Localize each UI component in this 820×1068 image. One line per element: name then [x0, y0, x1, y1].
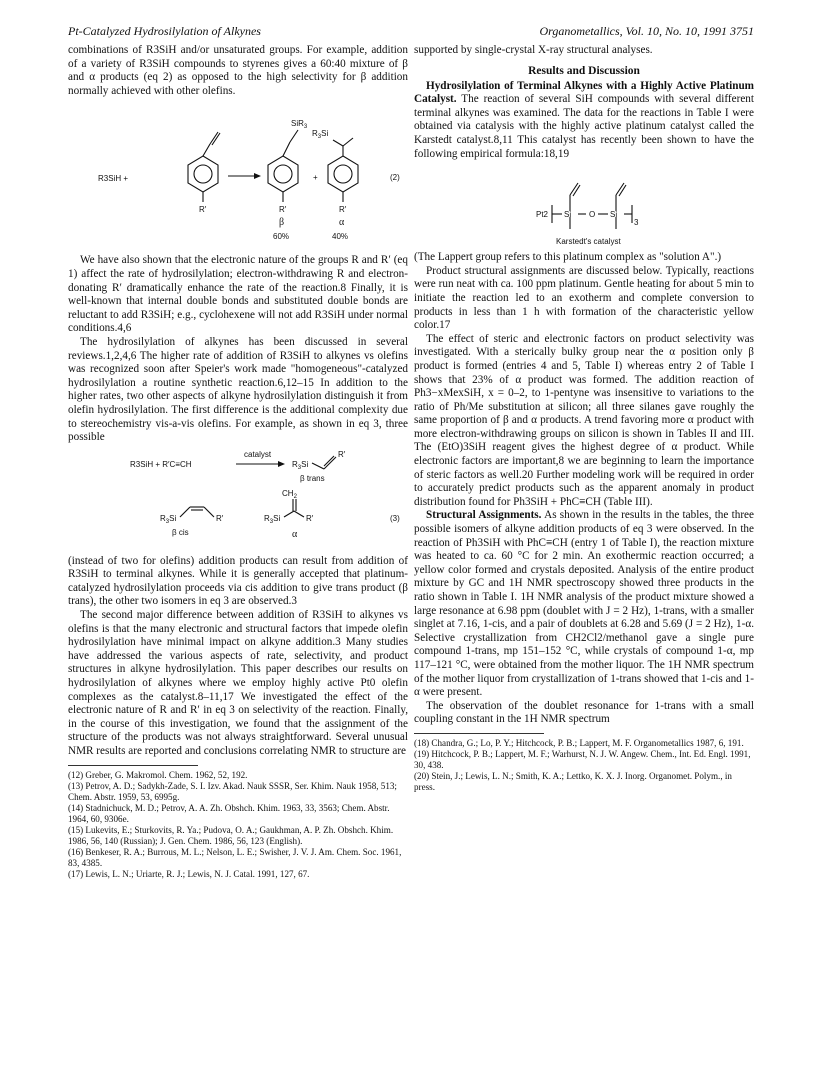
paragraph [414, 80, 754, 162]
svg-text:R′: R′ [216, 513, 224, 523]
footnote: (12) Greber, G. Makromol. Chem. 1962, 52, 192. [68, 769, 248, 780]
svg-text:R′: R′ [338, 449, 346, 459]
footnote: (20) Stein, J.; Lewis, L. N.; Smith, K. A.; Lettko, K. X. J. Inorg. Organomet. Polym., in press. [414, 770, 732, 792]
paragraph: (instead of two for olefins) addition products can result from addition of R3SiH to terminal alkynes. While it is generally accepted that platinum-catalyzed hydrosilylation proceeds via cis addition to give trans product (β trans), the other two isomers in eq 3 are observed.3 [68, 554, 408, 608]
paragraph: Product structural assignments are discussed below. Typically, reactions were run neat with ca. 100 ppm platinum. Gentle heating for about 5 min to initiate the reaction led to an exotherm and complete conversion to products in less than 1 h with formation of the characteristic yellow color.17 [414, 264, 754, 332]
section-heading: Results and Discussion [528, 64, 640, 77]
paragraph [414, 509, 754, 699]
svg-text:R′: R′ [339, 205, 347, 215]
eq3-number: (3) [390, 513, 400, 523]
footnote: (18) Chandra, G.; Lo, P. Y.; Hitchcock, P. B.; Lappert, M. F. Organometallics 1987, 6, 191. [414, 737, 744, 748]
styrene-structure [188, 132, 220, 202]
karstedt-caption: Karstedt's catalyst [556, 237, 621, 247]
equation-2-scheme [68, 102, 408, 250]
beta-cis-structure [180, 507, 214, 517]
footnote: (19) Hitchcock, P. B.; Lappert, M. F.; Warhurst, N. J. W. Angew. Chem., Int. Ed. Engl. 1991, 30, 438. [414, 748, 751, 770]
right-footnotes [414, 738, 754, 793]
paragraph: The observation of the doublet resonance for 1-trans with a small coupling constant in the 1H NMR spectrum [414, 699, 754, 726]
running-header-journal: Organometallics, Vol. 10, No. 10, 1991 3751 [539, 24, 754, 38]
eq3-reactants: R3SiH + R′C≡CH [130, 459, 192, 469]
svg-text:R′: R′ [279, 205, 287, 215]
eq3-catalyst: catalyst [244, 449, 272, 459]
alpha-alkene-structure [284, 499, 304, 517]
eq3-cis-label: β cis [172, 527, 189, 537]
beta-trans-structure [312, 456, 336, 469]
svg-text:R3Si: $R_3Si$ [160, 513, 177, 525]
footnote: (13) Petrov, A. D.; Sadykh-Zade, S. I. Izv. Akad. Nauk SSSR, Ser. Khim. Nauk 1958, 513; Chem. Abstr. 1959, 53, 6995g. [68, 780, 397, 802]
running-header-title: Pt-Catalyzed Hydrosilylation of Alkynes [68, 24, 261, 38]
svg-text:SiR3: SiR$_3$ [291, 119, 308, 131]
svg-text:R3Si: $R_3Si$ [292, 459, 309, 471]
karstedt-si-left: Si [564, 210, 572, 220]
paragraph: supported by single-crystal X-ray structural analyses. [414, 44, 653, 56]
eq2-number: (2) [390, 173, 400, 183]
karstedt-subscript: 3 [634, 218, 639, 228]
karstedt-oxygen: O [589, 210, 596, 220]
svg-text:CH2: $CH_2$ [282, 488, 297, 500]
eq2-alpha-percent: 40% [332, 232, 349, 242]
eq2-beta-label: β [279, 217, 285, 229]
eq2-reactant: R3SiH + [98, 174, 129, 184]
karstedt-catalyst-structure [414, 165, 754, 247]
paragraph-text: The reaction of several SiH compounds with several different terminal alkynes was examined. The data for the reactions in Table I were obtained via catalysis with the highly active platinum catalyst called the Karstedt catalyst.8,11 This catalyst has recently been shown to have the following empirical formula:18,19 [414, 93, 754, 160]
equation-3-scheme [68, 449, 408, 551]
karstedt-pt: Pt2 [536, 210, 549, 220]
paragraph-text: As shown in the results in the tables, the three possible isomers of alkyne addition products of eq 3 were observed. In the reaction of Ph3SiH with PhC≡CH (entry 1 of Table I), the reaction mixture was heated to ca. 60 °C for 2 min. An exothermic reaction occurred; a yellow color formed and crystals deposited. Analysis of the entire product mixture by GC and 1H NMR spectroscopy showed three products in the ratio shown in Table I. 1H NMR analysis of the product mixture showed a large resonance at 6.98 ppm (doublet with J = 2 Hz), 1-trans, with a smaller singlet at 7.16, 1-cis, and a pair of doublets at 6.28 and 5.69 (J = 2 Hz), 1-α. Selective crystallization from CH2Cl2/methanol gave a single pure compound 1-trans, mp 151–152 °C, while crystals of compound 1-α, mp 117–121 °C, were obtained from the mother liquor. The 1H NMR spectrum of the mother liquor from crystallization of 1-trans showed that 1-cis and 1-α were present. [414, 509, 754, 699]
svg-text:R3Si: $R_3Si$ [264, 513, 281, 525]
svg-text:R3Si: $R_3Si$ [312, 129, 329, 141]
karstedt-si-right: Si [610, 210, 618, 220]
left-footnotes [68, 770, 408, 880]
eq2-alpha-label: α [339, 217, 345, 229]
footnote: (16) Benkeser, R. A.; Burrous, M. L.; Nelson, L. E.; Swisher, J. V. J. Am. Chem. Soc. 1961, 83, 4385. [68, 846, 402, 868]
footnote-rule [414, 733, 544, 734]
eq3-trans-label: β trans [300, 473, 325, 483]
right-column [414, 44, 754, 793]
beta-product-structure [268, 130, 298, 202]
paragraph: We have also shown that the electronic nature of the groups R and R′ (eq 1) affect the rate of hydrosilylation; electron-withdrawing R and electron-donating R′ dramatically enhance the rate of the reaction.8 Finally, it is well-known that internal double bonds and substituted double bonds are reluctant to add R3SiH; e.g., cyclohexene will not add R3SiH under normal conditions.4,6 [68, 254, 408, 335]
paragraph: The hydrosilylation of alkynes has been discussed in several reviews.1,2,4,6 The higher rate of addition of R3SiH to alkynes vs olefins was recognized soon after Speier's work made "homogeneous"-catalyzed hydrosilylation a routine synthetic reaction.6,12–15 In addition to the higher rates, two other aspects of alkyne hydrosilylation distinguish it from olefin hydrosilylation. The first difference is the additional complexity due to stereochemistry vis-a-vis olefins. For example, as shown in eq 3, three possible [68, 335, 408, 444]
svg-text:+: + [313, 173, 318, 183]
run-in-heading: Structural Assignments. [426, 509, 542, 522]
svg-text:R′: R′ [306, 513, 314, 523]
left-column [68, 44, 408, 880]
footnote: (15) Lukevits, E.; Sturkovits, R. Ya.; Pudova, O. A.; Gaukhman, A. P. Zh. Obshch. Khim. 1986, 56, 140 (Russian); J. Gen. Chem. 1986, 56, 123 (English). [68, 824, 394, 846]
footnote: (14) Stadnichuck, M. D.; Petrov, A. A. Zh. Obshch. Khim. 1963, 33, 3563; Chem. Abstr. 1964, 60, 9306e. [68, 802, 390, 824]
paragraph: The second major difference between addition of R3SiH to alkynes vs olefins is that the many electronic and structural factors that impede olefin hydrosilylation have minimal impact on alkyne addition.3 Many studies have addressed the various aspects of rate, selectivity, and product structures in alkyne hydrosilylation. This paper describes our results on hydrosilylation of alkynes where we employ highly active Pt0 olefin complexes as the catalyst.8–11,17 We investigated the effect of the electronic nature of R and R′ in eq 3 on selectivity of the reaction. Finally, in the course of this investigation, we found that the assignment of the structure of the products was not always straightforward. Several unusual NMR results are reported and conclusions correlating NMR to structure are [68, 609, 408, 757]
eq3-alpha-label: α [292, 528, 298, 540]
paragraph: The effect of steric and electronic factors on product selectivity was investigated. With a sterically bulky group near the α position only β product is formed (entries 4 and 5, Table I) whereas entry 2 of Table I shows that 23% of α product was formed. The addition reaction of Ph3−xMexSiH, x = 0–2, to 1-pentyne was insensitive to variations to the ratio of Ph/Me substitution at silicon; all three silanes gave roughly the same proportion of β and α products. A trend favoring more α product with more electron-withdrawing groups on silicon is shown in Tables II and III. The (EtO)3SiH reagent gives the highest degree of α product. While electronic factors are important,8 we are beginning to learn the importance of steric factors as well.20 Further modeling work will be required in order to accurately predict products such as the apparent anomaly in product distribution found for Ph3SiH + PhC≡CH (Table III). [414, 332, 754, 508]
alpha-product-structure [328, 138, 358, 202]
paragraph: (The Lappert group refers to this platinum complex as "solution A".) [414, 251, 722, 264]
run-in-heading: Hydrosilylation of Terminal Alkynes with a Highly Active Platinum Catalyst. [414, 79, 754, 106]
footnote-rule [68, 765, 198, 766]
svg-text:R′: R′ [199, 205, 207, 215]
footnote: (17) Lewis, L. N.; Uriarte, R. J.; Lewis, N. J. Catal. 1991, 127, 67. [68, 868, 310, 879]
eq2-beta-percent: 60% [273, 232, 290, 242]
paragraph: combinations of R3SiH and/or unsaturated groups. For example, addition of a variety of R3SiH compounds to styrenes gives a 60:40 mixture of β and α products (eq 2) as opposed to the high selectivity for β addition normally achieved with other olefins. [68, 44, 408, 97]
